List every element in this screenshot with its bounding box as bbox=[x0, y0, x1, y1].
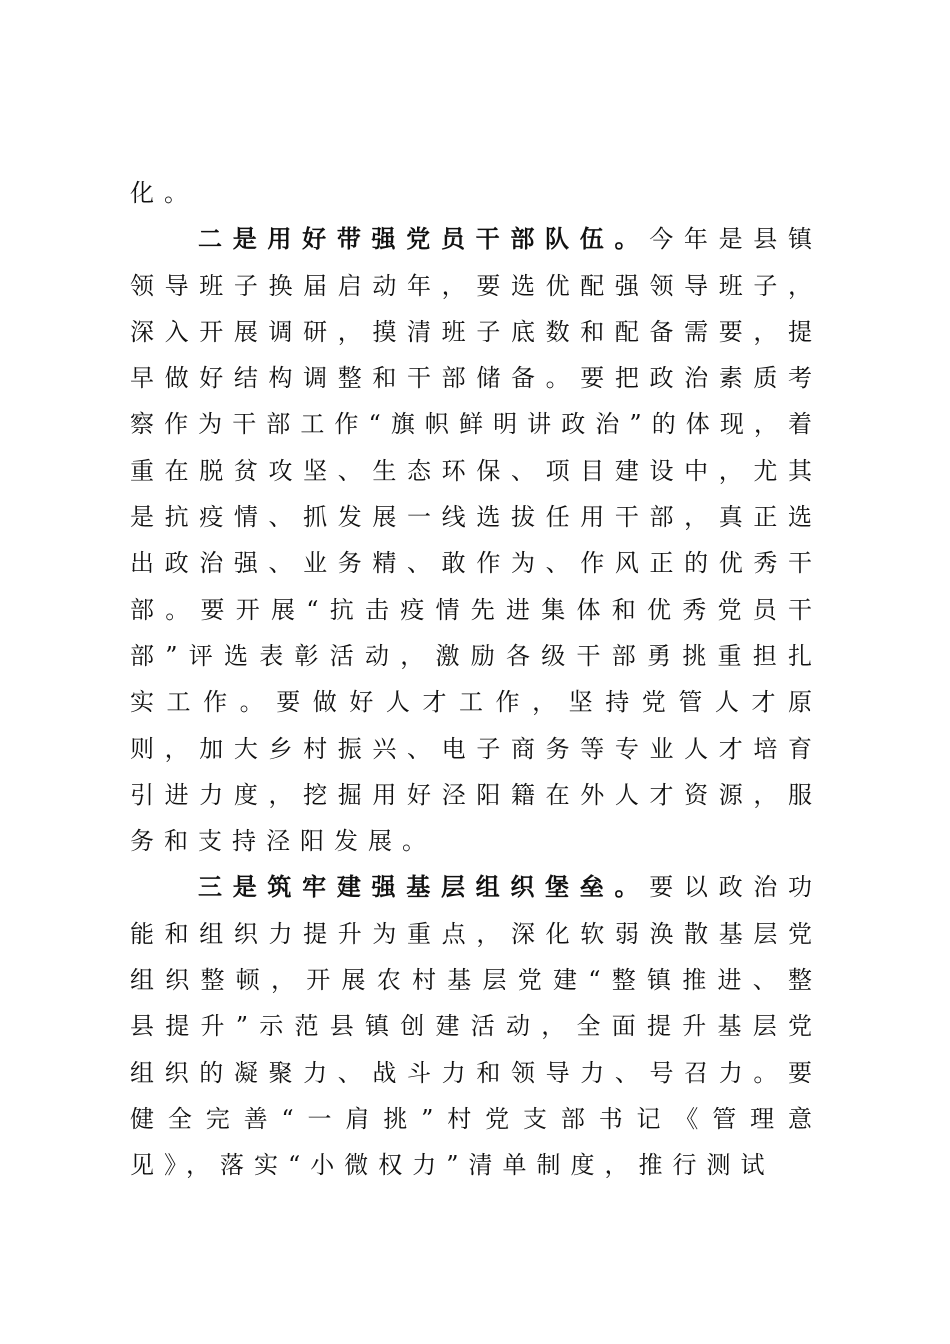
paragraph-heading: 三是筑牢建强基层组织堡垒。 bbox=[198, 873, 650, 902]
paragraph-heading: 二是用好带强党员干部队伍。 bbox=[198, 225, 650, 254]
paragraph-cadre-team bbox=[130, 216, 822, 864]
paragraph-body: 今年是县镇领导班子换届启动年，要选优配强领导班子，深入开展调研，摸清班子底数和配备需要，提早做好结构调整和干部储备。要把政治素质考察作为干部工作“旗帜鲜明讲政治”的体现，着重在脱贫攻坚、生态环保、项目建设中，尤其是抗疫情、抓发展一线选拔任用干部，真正选出政治强、业务精、敢作为、作风正的优秀干部。要开展“抗击疫情先进集体和优秀党员干部”评选表彰活动，激励各级干部勇挑重担扎实工作。要做好人才工作，坚持党管人才原则，加大乡村振兴、电子商务等专业人才培育引进力度，挖掘用好泾阳籍在外人才资源，服务和支持泾阳发展。 bbox=[130, 225, 823, 856]
paragraph-grassroots-organization bbox=[130, 864, 822, 1188]
paragraph-body: 要以政治功能和组织力提升为重点，深化软弱涣散基层党组织整顿，开展农村基层党建“整镇推进、整县提升”示范县镇创建活动，全面提升基层党组织的凝聚力、战斗力和领导力、号召力。要健全完善“一肩挑”村党支部书记《管理意见》，落实“小微权力”清单制度，推行测试 bbox=[130, 873, 823, 1180]
paragraph-continuation bbox=[130, 170, 822, 216]
document-page bbox=[130, 170, 822, 1189]
paragraph-body: 化。 bbox=[130, 179, 198, 207]
